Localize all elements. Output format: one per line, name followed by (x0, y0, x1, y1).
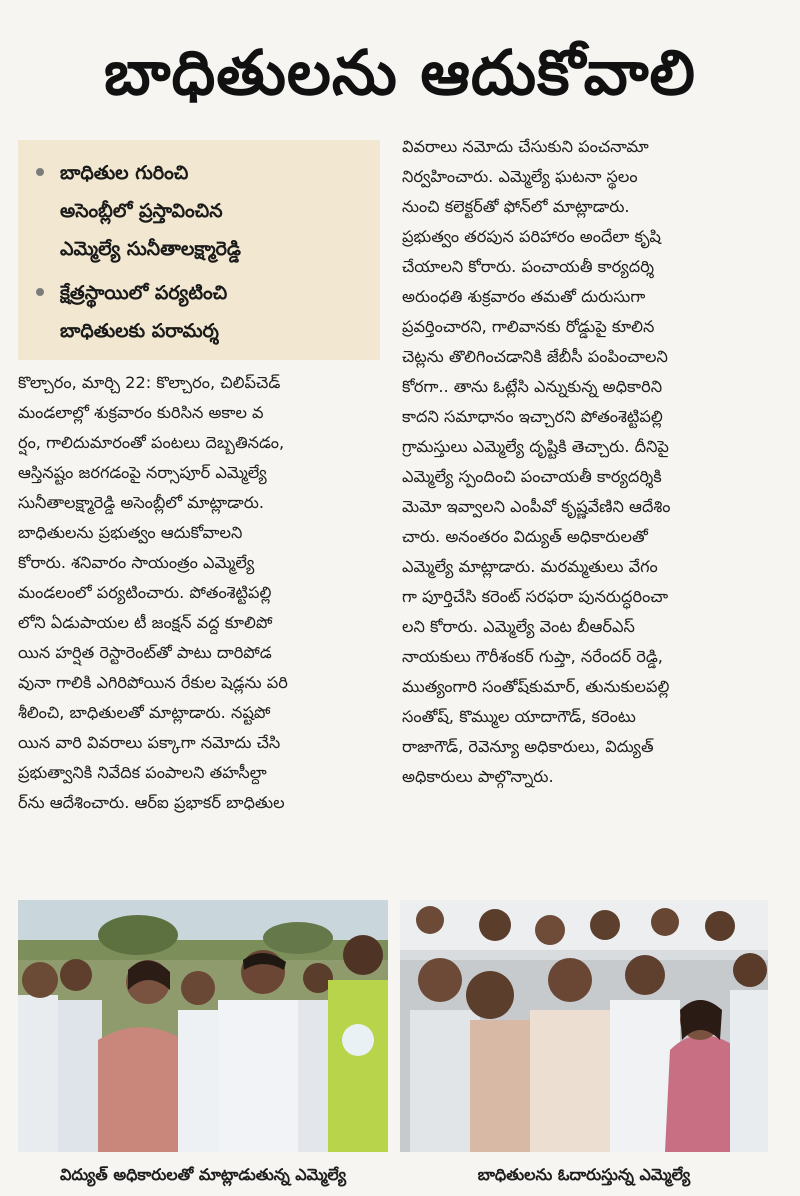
article-line: గా పూర్తిచేసి కరెంట్ సరఫరా పునరుద్ధరించా (402, 587, 669, 606)
article-line: సునీతాలక్ష్మారెడ్డి అసెంబ్లీలో మాట్లాడారు. (18, 493, 265, 512)
article-line: ర్‌ను ఆదేశించారు. ఆర్ఐ ప్రభాకర్ బాధితుల (18, 793, 285, 812)
headline: బాధితులను ఆదుకోవాలి (103, 36, 696, 109)
highlight-line: ఎమ్మెల్యే సునీతాలక్ష్మారెడ్డి (60, 238, 241, 260)
photo-caption: విద్యుత్ అధికారులతో మాట్లాడుతున్న ఎమ్మెల్యే (59, 1165, 347, 1184)
bullet-icon (36, 168, 44, 176)
article-line: రాజాగౌడ్, రెవెన్యూ అధికారులు, విద్యుత్ (402, 737, 654, 756)
article-line: కోరగా.. తాను ఓట్లేసి ఎన్నుకున్న అధికారిని (402, 377, 663, 396)
article-line: బాధితులను ప్రభుత్వం ఆదుకోవాలని (18, 523, 243, 542)
highlight-line: బాధితుల గురించి (60, 162, 189, 184)
highlight-line: క్షేత్రస్థాయిలో పర్యటించి (60, 282, 228, 304)
article-line: మెమో ఇవ్వాలని ఎంపీవో కృష్ణవేణిని ఆదేశిం (402, 497, 671, 516)
article-line: లని కోరారు. ఎమ్మెల్యే వెంట బీఆర్ఎస్ (402, 617, 635, 636)
article-line: ఆస్తినష్టం జరగడంపై నర్సాపూర్ ఎమ్మెల్యే (18, 463, 267, 482)
highlight-item (30, 274, 370, 350)
article-line: కొల్చారం, మార్చి 22: కొల్చారం, చిలిప్‌చెడ్ (18, 373, 281, 392)
article-line: ముత్యంగారి సంతోష్‌కుమార్, తునుకులపల్లి (402, 677, 670, 696)
article-line: చారు. అనంతరం విద్యుత్ అధికారులతో (402, 527, 648, 546)
article-line: అరుంధతి శుక్రవారం తమతో దురుసుగా (402, 287, 646, 306)
article-line: ఎమ్మెల్యే మాట్లాడారు. మరమ్మతులు వేగం (402, 557, 658, 576)
photo-mla-consoling-victims (400, 900, 768, 1152)
article-line: ర్షం, గాలిదుమారంతో పంటలు దెబ్బతినడం, (18, 433, 285, 452)
article-line: చెట్లను తొలిగించడానికి జేబీసీ పంపించాలని (402, 347, 668, 366)
article-line: నుంచి కలెక్టర్‌తో ఫోన్‌లో మాట్లాడారు. (402, 197, 630, 216)
highlight-line: అసెంబ్లీలో ప్రస్తావించిన (60, 200, 223, 222)
article-line: ప్రభుత్వానికి నివేదిక పంపాలని తహసీల్దా (18, 763, 267, 782)
article-line: ఎమ్మెల్యే స్పందించి పంచాయతీ కార్యదర్శికి (402, 467, 662, 486)
bullet-icon (36, 288, 44, 296)
article-line: నాయకులు గౌరీశంకర్ గుప్తా, నరేందర్ రెడ్డి, (402, 647, 663, 666)
article-line: కాదని సమాధానం ఇచ్చారని పోతంశెట్టిపల్లి (402, 407, 663, 426)
article-column-left (18, 368, 384, 818)
article-line: శీలించి, బాధితులతో మాట్లాడారు. నష్టపో (18, 703, 271, 722)
article-line: నిర్వహించారు. ఎమ్మెల్యే ఘటనా స్థలం (402, 167, 638, 186)
article-line: అధికారులు పాల్గొన్నారు. (402, 767, 554, 786)
article-line: మండలాల్లో శుక్రవారం కురిసిన అకాల వ (18, 403, 264, 422)
highlight-line: బాధితులకు పరామర్శ (60, 320, 219, 342)
highlight-item (30, 154, 370, 268)
article-line: యిన వారి వివరాలు పక్కాగా నమోదు చేసి (18, 733, 281, 752)
article-line: ప్రవర్తించారని, గాలివానకు రోడ్డుపై కూలిన (402, 317, 655, 336)
article-line: చేయాలని కోరారు. పంచాయతీ కార్యదర్శి (402, 257, 655, 276)
highlights-box (18, 140, 380, 360)
article-column-right (402, 132, 782, 792)
article-line: కోరారు. శనివారం సాయంత్రం ఎమ్మెల్యే (18, 553, 255, 572)
article-line: గ్రామస్తులు ఎమ్మెల్యే దృష్టికి తెచ్చారు. దీనిపై (402, 437, 669, 456)
photo-mla-with-electricity-officials (18, 900, 388, 1152)
article-line: సంతోష్, కొమ్ముల యాదాగౌడ్, కరెంటు (402, 707, 636, 726)
article-line: వివరాలు నమోదు చేసుకుని పంచనామా (402, 137, 649, 156)
photo-caption: బాధితులను ఓదారుస్తున్న ఎమ్మెల్యే (477, 1165, 691, 1184)
article-line: ప్రభుత్వం తరపున పరిహారం అందేలా కృషి (402, 227, 661, 246)
article-line: వునా గాలికి ఎగిరిపోయిన రేకుల షెడ్లను పరి (18, 673, 288, 692)
article-line: లోని ఏడుపాయల టీ జంక్షన్ వద్ద కూలిపో (18, 613, 273, 632)
article-line: మండలంలో పర్యటించారు. పోతంశెట్టిపల్లి (18, 583, 272, 602)
article-line: యిన హర్షిత రెస్టారెంట్‌తో పాటు దారిపోడ (18, 643, 272, 662)
